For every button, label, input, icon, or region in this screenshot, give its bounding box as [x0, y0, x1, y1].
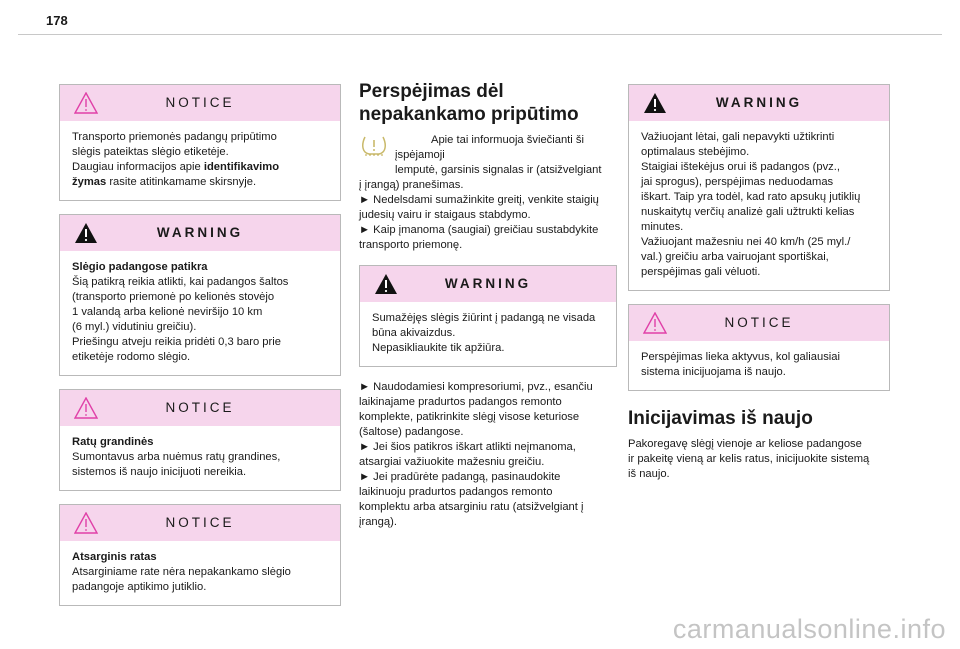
- right-column: [628, 84, 890, 482]
- warning-text-line: perspėjimas gali vėluoti.: [641, 266, 761, 278]
- warning-text-line: nuskaitytų verčių analizė gali užtrukti kelias: [641, 206, 855, 218]
- warning-header: [60, 215, 340, 251]
- warning-text-line: Sumažėjęs slėgis žiūrint į padangą ne visada: [372, 312, 596, 324]
- warning-text-line: 1 valandą arba kelionė neviršijo 10 km: [72, 306, 263, 318]
- bullet-line: transporto priemonę.: [359, 239, 463, 251]
- warning-heading: Slėgio padangose patikra: [72, 261, 208, 273]
- notice-heading: Ratų grandinės: [72, 436, 154, 448]
- notice-header: [60, 505, 340, 541]
- page-number: 178: [46, 13, 68, 28]
- warning-text-line: iškart. Taip yra todėl, kad rato apsukų jutiklių: [641, 191, 861, 203]
- warning-text-line: etiketėje rodomo slėgio.: [72, 351, 191, 363]
- top-divider: [18, 34, 942, 35]
- bullet-line: (šaltose) padangose.: [359, 426, 464, 438]
- body-line: iš naujo.: [628, 468, 670, 480]
- notice-body: [60, 121, 340, 200]
- bullet-line: komplekte, patikrinkite slėgį visose keturiose: [359, 411, 580, 423]
- middle-column: [359, 80, 619, 530]
- notice-text-line: Transporto priemonės padangų pripūtimo: [72, 131, 277, 143]
- notice-text-line: padangoje aptikimo jutiklio.: [72, 581, 207, 593]
- warning-text-line: (6 myl.) vidutiniu greičiu).: [72, 321, 197, 333]
- bullet-line: komplektu arba atsarginiu ratu (atsižvelgiant į: [359, 501, 584, 513]
- intro-line: lemputė, garsinis signalas ir (atsižvelgiant: [395, 164, 602, 176]
- section-heading-reinit: Inicijavimas iš naujo: [628, 408, 813, 429]
- warning-body: [360, 302, 616, 366]
- instructions-text: [359, 380, 619, 530]
- bullet-line: ► Jei pradūrėte padangą, pasinaudokite: [359, 471, 561, 483]
- notice-text-line: Atsarginiame rate nėra nepakankamo slėgio: [72, 566, 291, 578]
- notice-box-active: [628, 304, 890, 391]
- warning-text-line: jai sprogus), perspėjimas neduodamas: [641, 176, 834, 188]
- notice-text-line: [72, 160, 328, 175]
- notice-bold-text: žymas: [72, 176, 107, 188]
- bullet-line: įrangą).: [359, 516, 397, 528]
- warning-body: [629, 121, 889, 290]
- left-column: [59, 84, 341, 619]
- notice-text-line: Sumontavus arba nuėmus ratų grandines,: [72, 451, 281, 463]
- notice-header: [629, 305, 889, 341]
- notice-title: NOTICE: [165, 400, 235, 415]
- notice-text-line: [72, 175, 328, 190]
- warning-body: [60, 251, 340, 375]
- warning-text-line: Priešingu atveju reikia pridėti 0,3 baro prie: [72, 336, 281, 348]
- warning-text-line: Važiuojant lėtai, gali nepavykti užtikrinti: [641, 131, 835, 143]
- notice-title: NOTICE: [165, 515, 235, 530]
- warning-header: [629, 85, 889, 121]
- warning-box-visual: [359, 265, 617, 367]
- warning-text-line: būna akivaizdus.: [372, 327, 456, 339]
- warning-text-line: val.) greičiu arba vairuojant sportiškai,: [641, 251, 829, 263]
- notice-box-spare: [59, 504, 341, 606]
- notice-text: rasite atitinkamame skirsnyje.: [106, 176, 257, 188]
- section-heading: Perspėjimas dėl nepakankamo pripūtimo: [359, 81, 579, 125]
- bullet-line: laikinuoju pradurtos padangos remonto: [359, 486, 553, 498]
- notice-text-line: sistemos iš naujo inicijuoti nereikia.: [72, 466, 247, 478]
- warning-text-line: Važiuojant mažesniu nei 40 km/h (25 myl./: [641, 236, 851, 248]
- notice-bold-text: identifikavimo: [203, 161, 280, 173]
- notice-text-line: Perspėjimas lieka aktyvus, kol galiausiai: [641, 351, 840, 363]
- notice-box-chains: [59, 389, 341, 491]
- bullet-line: ► Nedelsdami sumažinkite greitį, venkite staigių: [359, 194, 599, 206]
- bullet-line: ► Kaip įmanoma (saugiai) greičiau sustabdykite: [359, 224, 599, 236]
- warning-box-monitoring: [628, 84, 890, 291]
- tyre-pressure-warning-icon: [359, 134, 389, 156]
- warning-text-line: minutes.: [641, 221, 684, 233]
- notice-text-line: sistema inicijuojama iš naujo.: [641, 366, 786, 378]
- watermark: carmanualsonline.info: [672, 614, 946, 644]
- bullet-line: judesių vairu ir staigaus stabdymo.: [359, 209, 531, 221]
- bullet-line: laikinajame pradurtos padangos remonto: [359, 396, 562, 408]
- warning-title: WARNING: [444, 276, 532, 291]
- body-line: Pakoregavę slėgį vienoje ar keliose padangose: [628, 438, 862, 450]
- warning-header: [360, 266, 616, 302]
- warning-text-line: optimalaus stebėjimo.: [641, 146, 750, 158]
- notice-body: [629, 341, 889, 390]
- notice-box-pressure: [59, 84, 341, 201]
- warning-text-line: (transporto priemonė po kelionės stovėjo: [72, 291, 275, 303]
- bullet-line: ► Naudodamiesi kompresoriumi, pvz., esančiu: [359, 381, 593, 393]
- reinit-text: [628, 437, 890, 482]
- warning-box-pressure-check: [59, 214, 341, 376]
- intro-text: [359, 133, 619, 253]
- warning-title: WARNING: [715, 95, 803, 110]
- body-line: ir pakeitę vieną ar kelis ratus, inicijuokite sistemą: [628, 453, 870, 465]
- bullet-line: ► Jei šios patikros iškart atlikti neįmanoma,: [359, 441, 576, 453]
- notice-body: [60, 426, 340, 490]
- notice-heading: Atsarginis ratas: [72, 551, 157, 563]
- intro-line: Apie tai informuoja šviečianti ši įspėjamoji: [395, 134, 584, 161]
- notice-header: [60, 390, 340, 426]
- notice-title: NOTICE: [724, 315, 794, 330]
- notice-title: NOTICE: [165, 95, 235, 110]
- notice-body: [60, 541, 340, 605]
- intro-line: į įrangą) pranešimas.: [359, 179, 464, 191]
- notice-text-line: slėgis pateiktas slėgio etiketėje.: [72, 146, 229, 158]
- warning-title: WARNING: [156, 225, 244, 240]
- bullet-line: atsargiai važiuokite mažesniu greičiu.: [359, 456, 545, 468]
- warning-text-line: Staigiai ištekėjus orui iš padangos (pvz.,: [641, 161, 840, 173]
- warning-text-line: Šią patikrą reikia atlikti, kai padangos šaltos: [72, 276, 289, 288]
- notice-text: Daugiau informacijos apie: [72, 161, 204, 173]
- warning-text-line: Nepasikliaukite tik apžiūra.: [372, 342, 505, 354]
- notice-header: [60, 85, 340, 121]
